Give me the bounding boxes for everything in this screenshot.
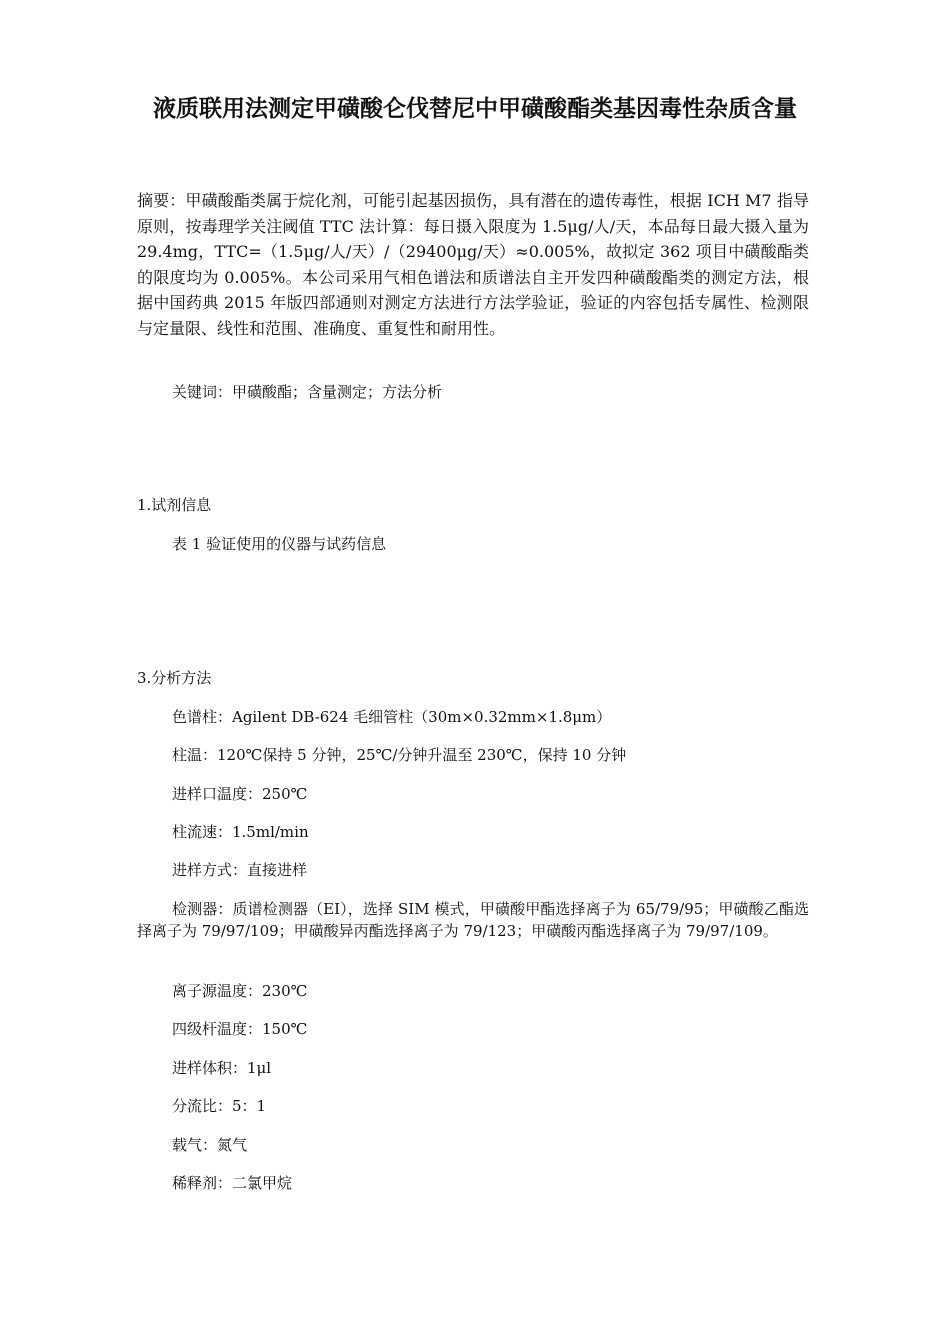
section-3-heading: 3.分析方法: [137, 669, 212, 687]
section-1-heading: 1.试剂信息: [137, 496, 212, 514]
carrier-gas-line: 载气：氮气: [172, 1136, 248, 1154]
column-line: 色谱柱：Agilent DB-624 毛细管柱（30m×0.32mm×1.8μm）: [172, 708, 612, 726]
abstract-paragraph: 摘要：甲磺酸酯类属于烷化剂，可能引起基因损伤，具有潜在的遗传毒性，根据 ICH M7 指导原则，按毒理学关注阈值 TTC 法计算：每日摄入限度为 1.5μg/人/天，本品每日最大摄入量为 29.4mg，TTC=（1.5μg/人/天）/（29400μg/天）≈0.005%，故拟定 362 项目中磺酸酯类的限度均为 0.005%。本公司采用气相色谱法和质谱法自主开发四种磺酸酯类的测定方法，根据中国药典 2015 年版四部通则对测定方法进行方法学验证，验证的内容包括专属性、检测限与定量限、线性和范围、准确度、重复性和耐用性。: [137, 191, 809, 338]
injection-volume-line: 进样体积：1μl: [172, 1059, 272, 1077]
quadrupole-temp-line: 四级杆温度：150℃: [172, 1020, 308, 1038]
injection-mode-line: 进样方式：直接进样: [172, 861, 308, 879]
diluent-line: 稀释剂：二氯甲烷: [172, 1174, 293, 1192]
ion-source-temp-line: 离子源温度：230℃: [172, 982, 308, 1000]
inlet-temp-line: 进样口温度：250℃: [172, 785, 308, 803]
flow-rate-line: 柱流速：1.5ml/min: [172, 823, 309, 841]
keywords-line: 关键词：甲磺酸酯；含量测定；方法分析: [172, 383, 443, 401]
detector-paragraph: 检测器：质谱检测器（EI），选择 SIM 模式，甲磺酸甲酯选择离子为 65/79/95；甲磺酸乙酯选择离子为 79/97/109；甲磺酸异丙酯选择离子为 79/123；甲磺酸丙酯选择离子为 79/97/109。: [137, 900, 809, 940]
paper-title: 液质联用法测定甲磺酸仑伐替尼中甲磺酸酯类基因毒性杂质含量: [153, 96, 797, 122]
oven-temp-line: 柱温：120℃保持 5 分钟，25℃/分钟升温至 230℃，保持 10 分钟: [172, 746, 627, 764]
table-1-caption: 表 1 验证使用的仪器与试药信息: [172, 535, 387, 553]
split-ratio-line: 分流比：5：1: [172, 1097, 267, 1115]
